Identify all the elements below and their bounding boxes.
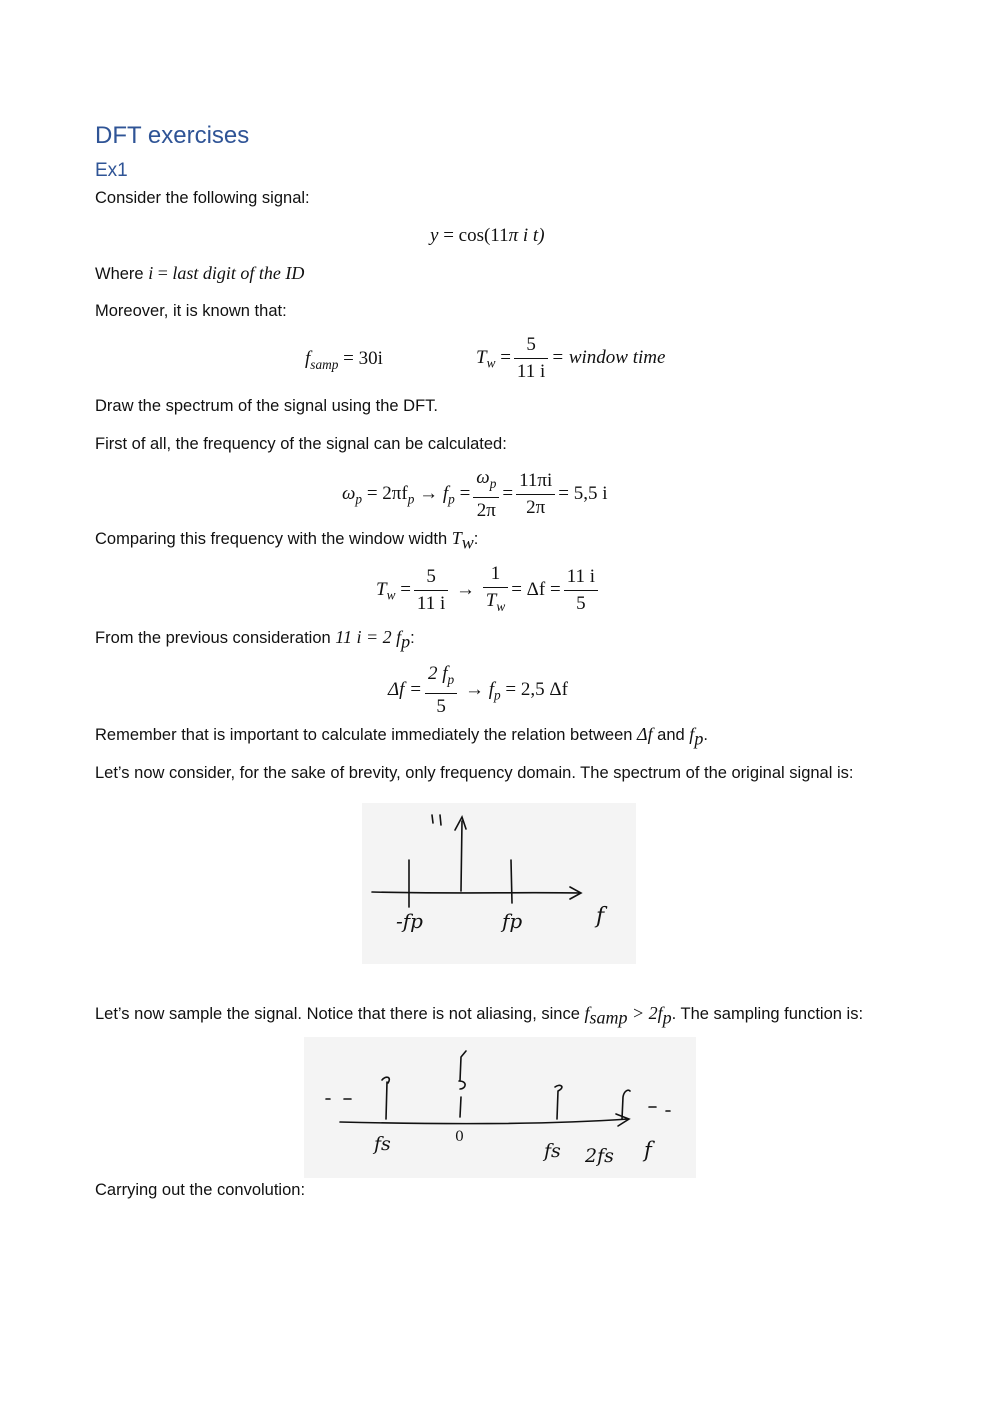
sample-impulse-fs [555, 1085, 562, 1119]
where-text: Where i = last digit of the ID [95, 263, 305, 283]
fsamp-equation: $f_{samp} = 30i$ [305, 348, 383, 372]
delta-f-equation: $T_w$ = $\frac{5}{11 i}$ → $\frac{1}{T_w}$ = Δf = $\frac{11 i}{5}$ [376, 563, 601, 618]
sample-impulse-neg-fs [382, 1077, 389, 1119]
label-negative-fp: -fp [396, 909, 423, 933]
impulse-weight-marks [432, 815, 441, 825]
label-f-axis-2: f [644, 1138, 652, 1162]
sampling-sketch-svg [304, 1037, 696, 1178]
draw-text: Draw the spectrum of the signal using the DFT. [95, 397, 438, 415]
spectrum-sketch-svg [362, 803, 636, 964]
comparing-text: Comparing this frequency with the window width $T_w$: [95, 528, 479, 553]
dashes-right [649, 1107, 670, 1111]
page-title: DFT exercises [95, 122, 250, 149]
first-text: First of all, the frequency of the signal can be calculated: [95, 435, 507, 453]
from-previous-text: From the previous consideration 11 i = 2 $f_p$: [95, 627, 415, 652]
label-zero: 0 [455, 1129, 464, 1145]
fp-equation: Δf = $\frac{2 f_p}{5}$ → $f_p = 2,5$ Δf [388, 663, 568, 717]
lets-sample-text: Let’s now sample the signal. Notice that there is not aliasing, since $f_{samp} > 2f_p$. The sampling function is: [95, 1003, 864, 1028]
sample-impulse-origin [459, 1051, 466, 1117]
carrying-text: Carrying out the convolution: [95, 1181, 306, 1199]
sampling-sketch [304, 1037, 696, 1178]
tw-equation: $T_w$ = $\frac{5}{11 i}$ = window time [476, 334, 666, 382]
section-heading: Ex1 [95, 160, 128, 181]
remember-text: Remember that is important to calculate immediately the relation between Δf and $f_p$. [95, 724, 708, 749]
impulse-positive-fp [511, 860, 512, 903]
frequency-equation: $\omega_p = 2\pi f_p \to f_p$ = $\frac{\omega_p}{2\pi}$ = $\frac{11\pi i}{2\pi}$ = 5,5 i [342, 467, 608, 521]
intro-text: Consider the following signal: [95, 189, 310, 207]
time-axis [340, 1119, 628, 1124]
label-fs: fs [544, 1140, 561, 1162]
impulse-origin [461, 821, 462, 891]
lets-consider-text: Let’s now consider, for the sake of brevity, only frequency domain. The spectrum of the original signal is: [95, 764, 854, 782]
signal-equation: y = cos(11π i t) [430, 225, 545, 246]
impulse-origin-arrowhead [455, 817, 466, 830]
sample-impulse-2fs [622, 1090, 630, 1119]
frequency-axis [372, 892, 580, 893]
label-2fs: 2fs [585, 1145, 614, 1167]
label-neg-fs: fs [374, 1133, 391, 1155]
moreover-text: Moreover, it is known that: [95, 302, 287, 320]
label-f-axis: f [596, 904, 605, 929]
label-positive-fp: fp [502, 909, 523, 933]
spectrum-sketch [362, 803, 636, 964]
